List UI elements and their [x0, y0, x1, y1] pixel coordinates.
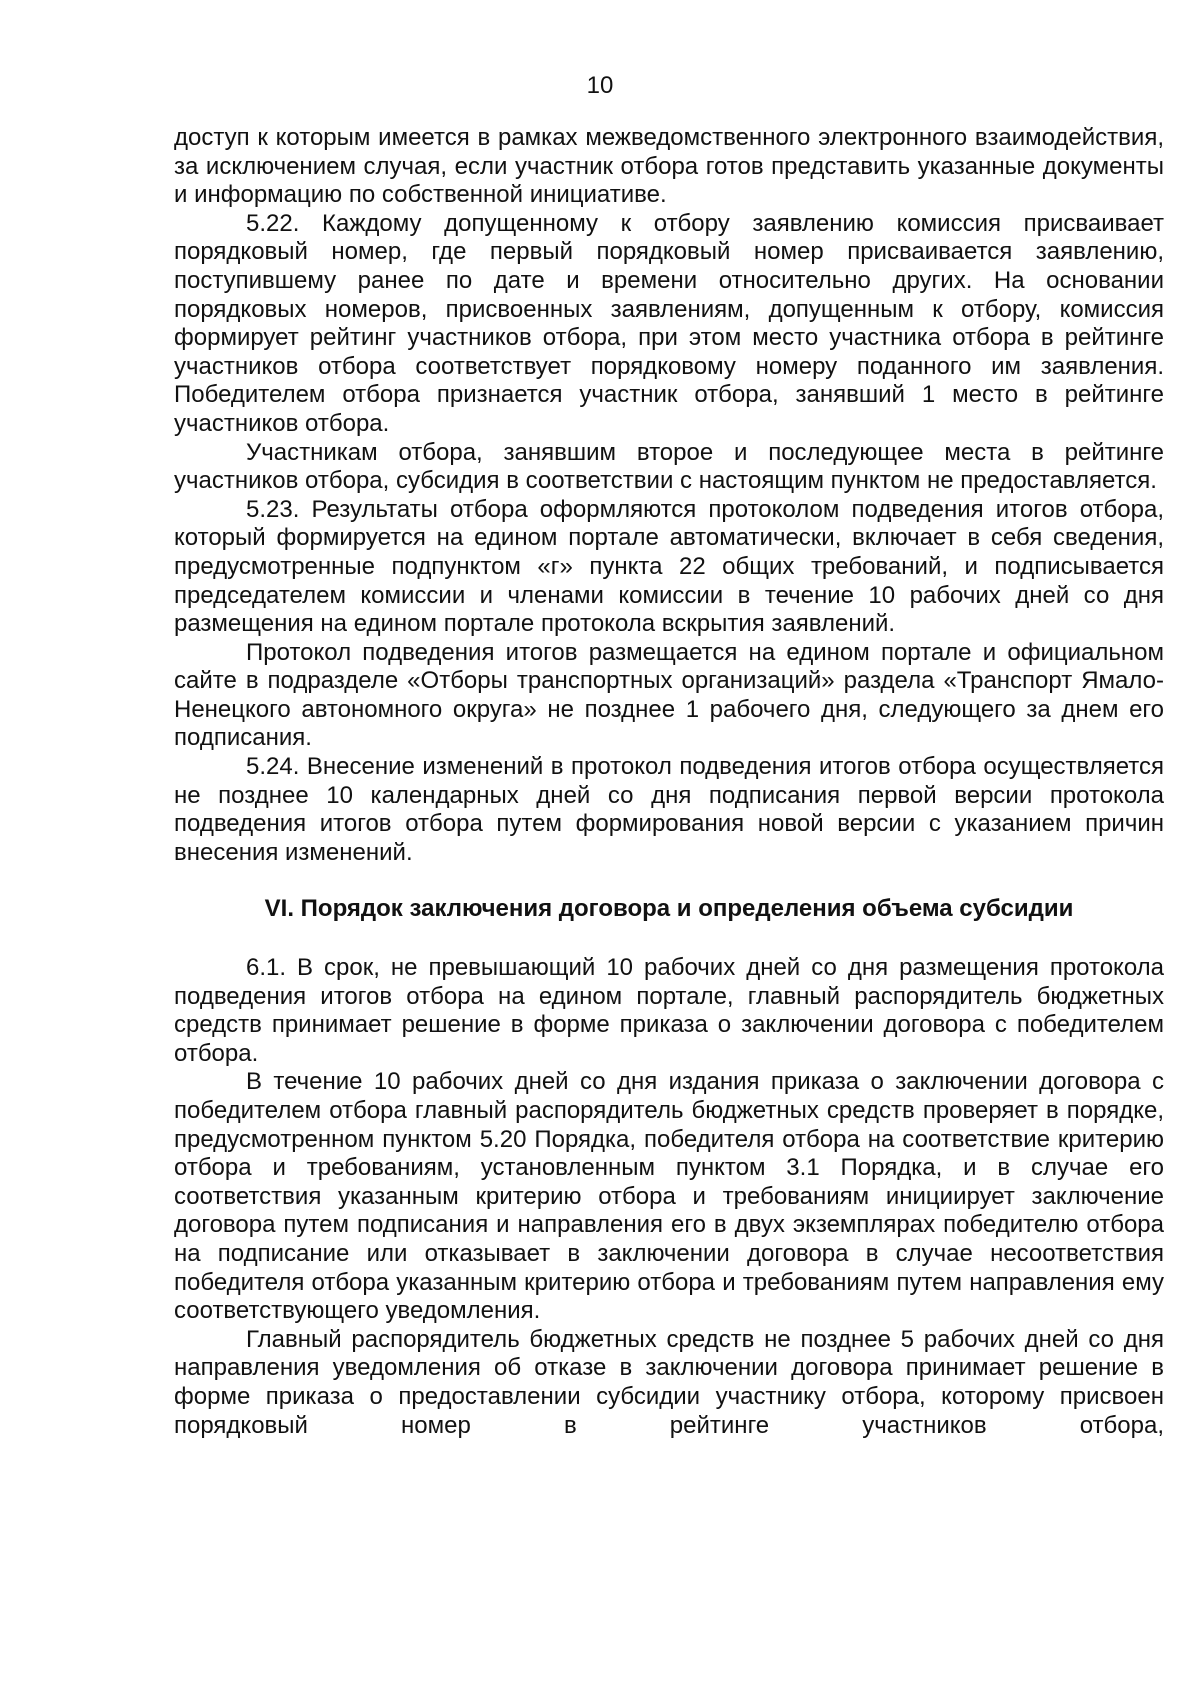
paragraph-refusal-decision: Главный распорядитель бюджетных средств не позднее 5 рабочих дней со дня направления уведомления об отказе в заключении договора принимает решение в форме приказа о предоставлении субсидии участнику отбора, которому присвоен порядковый номер в рейтинге участников отбора, — [174, 1325, 1164, 1439]
paragraph-contract-check: В течение 10 рабочих дней со дня издания приказа о заключении договора с победителем отбора главный распорядитель бюджетных средств проверяет в порядке, предусмотренном пунктом 5.20 Порядка, победителя отбора на соответствие критерию отбора и требованиям, установленным пунктом 3.1 Порядка, и в случае его соответствия указанным критерию отбора и требованиям инициирует заключение договора путем подписания и направления его в двух экземплярах победителю отбора на подписание или отказывает в заключении договора в случае несоответствия победителя отбора указанным критерию отбора и требованиям путем направления ему соответствующего уведомления. — [174, 1068, 1164, 1325]
paragraph-5-22: 5.22. Каждому допущенному к отбору заявлению комиссия присваивает порядковый номер, где первый порядковый номер присваивается заявлению, поступившему ранее по дате и времени относительно других. На основании порядковых номеров, присвоенных заявлениям, допущенным к отбору, комиссия формирует рейтинг участников отбора, при этом место участника отбора в рейтинге участников отбора соответствует порядковому номеру поданного им заявления. Победителем отбора признается участник отбора, занявший 1 место в рейтинге участников отбора. — [174, 209, 1164, 437]
paragraph-6-1: 6.1. В срок, не превышающий 10 рабочих дней со дня размещения протокола подведения итогов отбора на едином портале, главный распорядитель бюджетных средств принимает решение в форме приказа о заключении договора с победителем отбора. — [174, 954, 1164, 1067]
section-heading: VI. Порядок заключения договора и определения объема субсидии — [264, 895, 1074, 923]
document-body — [174, 124, 1164, 1440]
page-number: 10 — [586, 72, 614, 99]
paragraph-5-24: 5.24. Внесение изменений в протокол подведения итогов отбора осуществляется не позднее 10 календарных дней со дня подписания первой версии протокола подведения итогов отбора путем формирования новой версии с указанием причин внесения изменений. — [174, 753, 1164, 866]
paragraph-rating-note: Участникам отбора, занявшим второе и последующее места в рейтинге участников отбора, субсидия в соответствии с настоящим пунктом не предоставляется. — [174, 438, 1164, 495]
paragraph-5-23: 5.23. Результаты отбора оформляются протоколом подведения итогов отбора, который формируется на едином портале автоматически, включает в себя сведения, предусмотренные подпунктом «г» пункта 22 общих требований, и подписывается председателем комиссии и членами комиссии в течение 10 рабочих дней со дня размещения на едином портале протокола вскрытия заявлений. — [174, 495, 1164, 638]
paragraph-continuation: доступ к которым имеется в рамках межведомственного электронного взаимодействия, за исключением случая, если участник отбора готов представить указанные документы и информацию по собственной инициативе. — [174, 124, 1164, 209]
paragraph-protocol-publication: Протокол подведения итогов размещается на едином портале и официальном сайте в подразделе «Отборы транспортных организаций» раздела «Транспорт Ямало-Ненецкого автономного округа» не позднее 1 рабочего дня, следующего за днем его подписания. — [174, 638, 1164, 752]
